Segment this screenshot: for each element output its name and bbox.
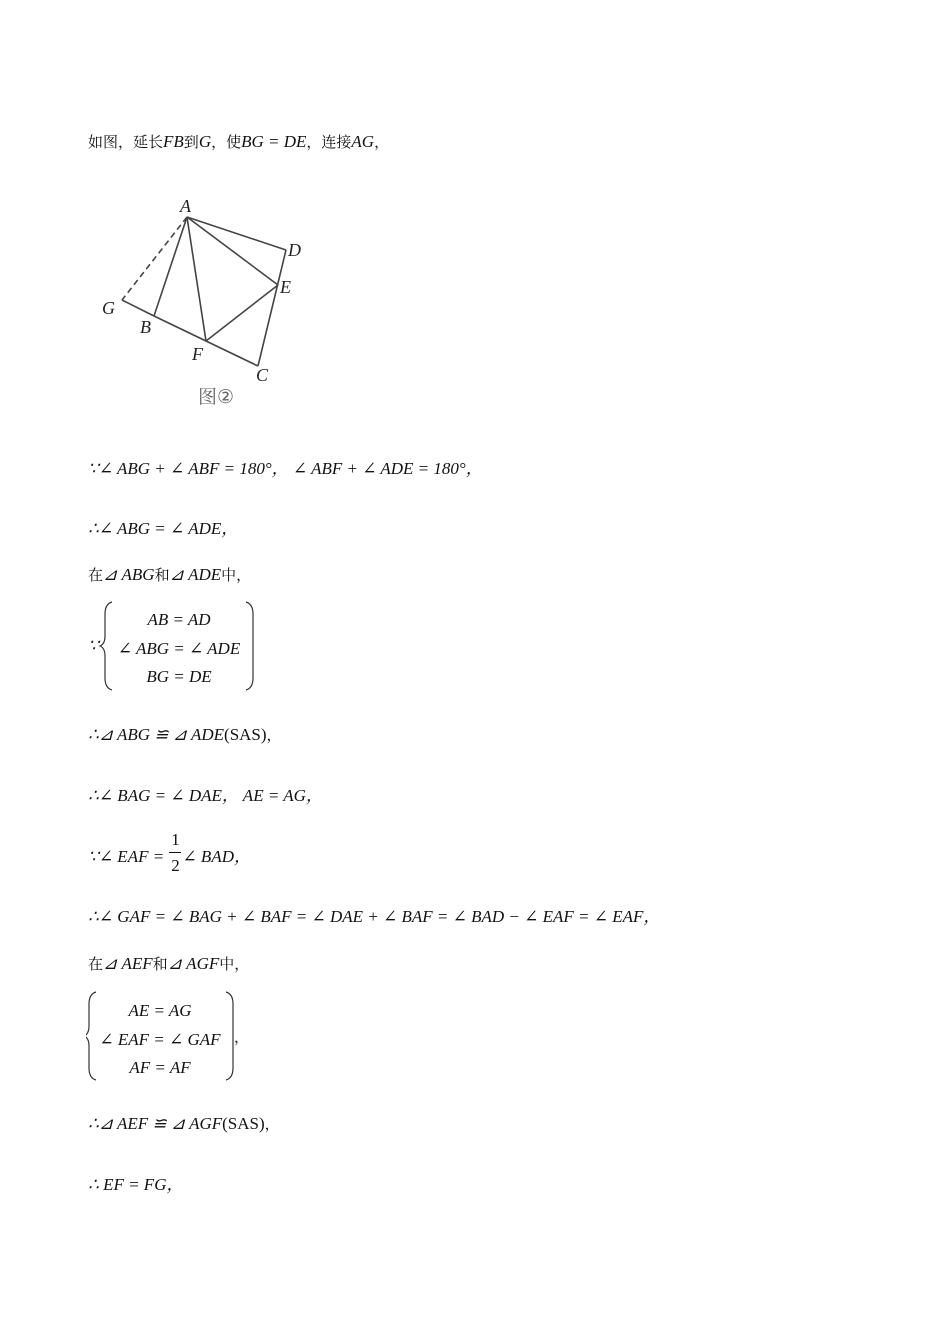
system-1-row-2: ∠ ABG = ∠ ADE [117, 639, 241, 658]
fraction-denominator: 2 [171, 856, 180, 875]
intro-text-5: ， [374, 133, 390, 151]
step-2: ∴∠ ABG = ∠ ADE， [88, 519, 239, 538]
system-1-row-3: BG = DE [146, 667, 212, 686]
intro-text-3: ，使 [211, 133, 242, 151]
step-10: ∴ EF = FG， [88, 1175, 184, 1194]
system-2-row-1: AE = AG [128, 1001, 192, 1020]
segment-ab [154, 217, 187, 316]
step-5: ∴∠ BAG = ∠ DAE， AE = AG， [88, 786, 323, 805]
step-7: ∴∠ GAF = ∠ BAG + ∠ BAF = ∠ DAE + ∠ BAF = ∠ BAD − ∠ EAF = ∠ EAF， [88, 907, 661, 926]
intro-g: G [198, 132, 212, 151]
step-4 [88, 726, 282, 743]
equation-system-2 [86, 988, 256, 1084]
intro-eq: BG = DE [241, 132, 307, 151]
step-8-and: 和 [152, 955, 168, 973]
fraction-bar [169, 852, 181, 853]
intro-fb: FB [163, 132, 184, 151]
step-9-text: ∴⊿ AEF ≌ ⊿ AGF [88, 1114, 223, 1133]
step-6-post: ∠ BAD， [182, 847, 251, 866]
step-8-pre: 在 [88, 955, 104, 973]
intro-ag: AG [351, 132, 375, 151]
label-g: G [102, 298, 115, 318]
segment-ef [206, 285, 278, 341]
step-8-tri2: ⊿ AGF [167, 954, 220, 973]
step-6 [88, 830, 251, 875]
step-8 [88, 955, 249, 972]
step-9-end: ， [264, 1115, 280, 1133]
intro-text-4: ，连接 [306, 133, 352, 151]
segment-ad [187, 217, 286, 250]
label-a: A [180, 196, 191, 216]
system-2-row-2: ∠ EAF = ∠ GAF [99, 1030, 221, 1049]
step-3-pre: 在 [88, 566, 104, 584]
because-symbol: ∵ [88, 636, 99, 655]
intro-line [88, 133, 389, 150]
label-b: B [140, 317, 151, 337]
geometry-figure [90, 190, 330, 420]
intro-text-1: 如图，延长 [88, 133, 164, 151]
label-d: D [288, 240, 301, 260]
intro-text-2: 到 [183, 133, 199, 151]
system-2-end: ， [234, 1028, 250, 1046]
step-1: ∵∠ ABG + ∠ ABF = 180°， ∠ ABF + ∠ ADE = 180°， [88, 459, 483, 478]
equation-system-1 [88, 598, 268, 694]
label-c: C [256, 365, 269, 385]
fraction-numerator: 1 [171, 830, 180, 849]
label-f: F [192, 344, 203, 364]
step-3-and: 和 [154, 566, 170, 584]
step-6-pre: ∵∠ EAF = [88, 847, 169, 866]
system-2-row-3: AF = AF [129, 1058, 191, 1077]
step-9 [88, 1115, 280, 1132]
segment-af [187, 217, 206, 341]
step-3-tri2: ⊿ ADE [169, 565, 222, 584]
step-4-reason: (SAS) [224, 725, 267, 744]
step-4-text: ∴⊿ ABG ≌ ⊿ ADE [88, 725, 225, 744]
fraction-one-half [168, 830, 182, 875]
step-9-reason: (SAS) [222, 1114, 265, 1133]
step-8-post: 中， [219, 955, 250, 973]
step-4-end: ， [266, 726, 282, 744]
step-3-post: 中， [221, 566, 252, 584]
segment-dc [258, 250, 286, 366]
label-e: E [280, 277, 291, 297]
segment-gb [122, 300, 154, 316]
step-8-tri1: ⊿ AEF [103, 954, 153, 973]
step-3 [88, 566, 251, 583]
segment-ag-dashed [122, 217, 187, 300]
figure-caption: 图② [198, 386, 235, 408]
system-1-row-1: AB = AD [147, 610, 211, 629]
step-3-tri1: ⊿ ABG [103, 565, 155, 584]
segment-ae [187, 217, 278, 285]
